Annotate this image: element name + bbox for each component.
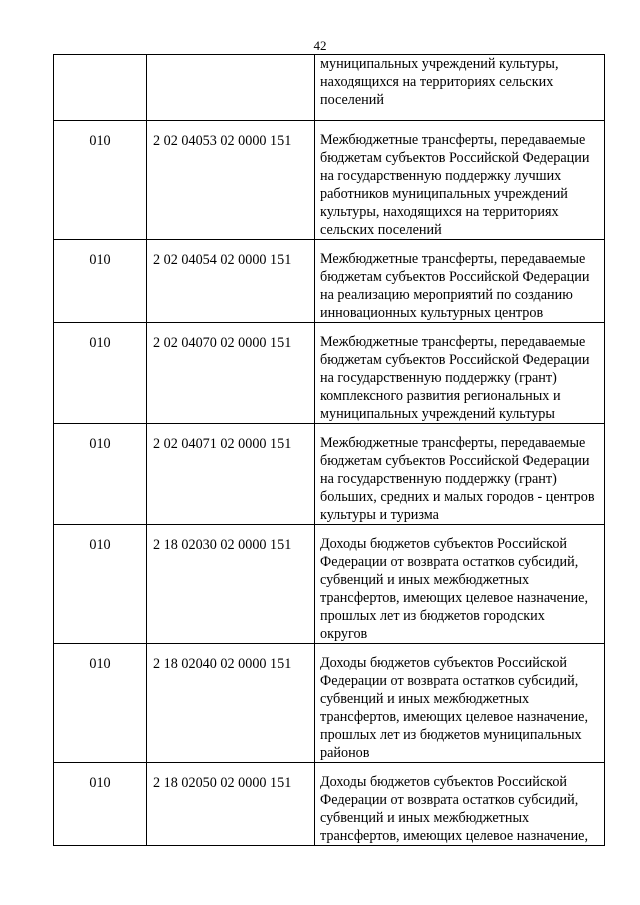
- description-line: на государственную поддержку (грант): [320, 370, 557, 386]
- table-row: [54, 55, 605, 121]
- table-row: [54, 240, 605, 323]
- description-line: Межбюджетные трансферты, передаваемые: [320, 334, 586, 350]
- description-line: поселений: [320, 92, 384, 108]
- code-cell: 010: [54, 763, 147, 846]
- description-line: Межбюджетные трансферты, передаваемые: [320, 132, 586, 148]
- table-row: [54, 121, 605, 240]
- code-cell: 010: [54, 525, 147, 644]
- description-line: бюджетам субъектов Российской Федерации: [320, 453, 590, 469]
- code-cell: 010: [54, 240, 147, 323]
- description-line: трансфертов, имеющих целевое назначение,: [320, 709, 589, 725]
- kbk-cell: 2 18 02030 02 0000 151: [147, 525, 315, 644]
- description-line: Федерации от возврата остатков субсидий,: [320, 554, 579, 570]
- kbk-cell: 2 02 04054 02 0000 151: [147, 240, 315, 323]
- code-cell: 010: [54, 323, 147, 424]
- description-cell: [315, 240, 605, 323]
- kbk-cell: [147, 55, 315, 121]
- description-line: культуры, находящихся на территориях: [320, 204, 559, 220]
- description-line: муниципальных учреждений культуры: [320, 406, 555, 422]
- description-line: муниципальных учреждений культуры,: [320, 56, 559, 72]
- description-cell: [315, 424, 605, 525]
- description-line: районов: [320, 745, 370, 761]
- code-cell: 010: [54, 424, 147, 525]
- description-line: округов: [320, 626, 368, 642]
- description-line: бюджетам субъектов Российской Федерации: [320, 269, 590, 285]
- table-row: [54, 424, 605, 525]
- description-line: сельских поселений: [320, 222, 442, 238]
- description-line: субвенций и иных межбюджетных: [320, 572, 530, 588]
- description-line: Доходы бюджетов субъектов Российской: [320, 655, 568, 671]
- code-cell: [54, 55, 147, 121]
- description-line: Федерации от возврата остатков субсидий,: [320, 792, 579, 808]
- description-line: прошлых лет из бюджетов муниципальных: [320, 727, 582, 743]
- description-line: Межбюджетные трансферты, передаваемые: [320, 435, 586, 451]
- code-cell: 010: [54, 121, 147, 240]
- description-cell: [315, 55, 605, 121]
- kbk-cell: 2 02 04053 02 0000 151: [147, 121, 315, 240]
- description-line: находящихся на территориях сельских: [320, 74, 554, 90]
- table-row: [54, 525, 605, 644]
- kbk-cell: 2 02 04071 02 0000 151: [147, 424, 315, 525]
- description-line: трансфертов, имеющих целевое назначение,: [320, 828, 589, 844]
- description-line: субвенций и иных межбюджетных: [320, 691, 530, 707]
- kbk-cell: 2 02 04070 02 0000 151: [147, 323, 315, 424]
- table-body: [54, 55, 605, 846]
- description-cell: [315, 644, 605, 763]
- description-line: Межбюджетные трансферты, передаваемые: [320, 251, 586, 267]
- description-line: прошлых лет из бюджетов городских: [320, 608, 545, 624]
- description-line: бюджетам субъектов Российской Федерации: [320, 150, 590, 166]
- table-row: [54, 763, 605, 846]
- description-line: на государственную поддержку (грант): [320, 471, 557, 487]
- description-line: работников муниципальных учреждений: [320, 186, 568, 202]
- description-line: инновационных культурных центров: [320, 305, 544, 321]
- description-line: Доходы бюджетов субъектов Российской: [320, 536, 568, 552]
- kbk-cell: 2 18 02050 02 0000 151: [147, 763, 315, 846]
- description-line: трансфертов, имеющих целевое назначение,: [320, 590, 589, 606]
- description-line: бюджетам субъектов Российской Федерации: [320, 352, 590, 368]
- description-line: Доходы бюджетов субъектов Российской: [320, 774, 568, 790]
- table-row: [54, 323, 605, 424]
- description-line: Федерации от возврата остатков субсидий,: [320, 673, 579, 689]
- description-line: на реализацию мероприятий по созданию: [320, 287, 573, 303]
- code-cell: 010: [54, 644, 147, 763]
- description-line: комплексного развития региональных и: [320, 388, 561, 404]
- description-line: больших, средних и малых городов - центров: [320, 489, 595, 505]
- table-row: [54, 644, 605, 763]
- page-number: 42: [313, 38, 327, 53]
- description-cell: [315, 323, 605, 424]
- description-line: субвенций и иных межбюджетных: [320, 810, 530, 826]
- description-cell: [315, 763, 605, 846]
- revenue-codes-table: [53, 54, 605, 846]
- description-line: культуры и туризма: [320, 507, 439, 523]
- description-cell: [315, 525, 605, 644]
- description-cell: [315, 121, 605, 240]
- kbk-cell: 2 18 02040 02 0000 151: [147, 644, 315, 763]
- description-line: на государственную поддержку лучших: [320, 168, 562, 184]
